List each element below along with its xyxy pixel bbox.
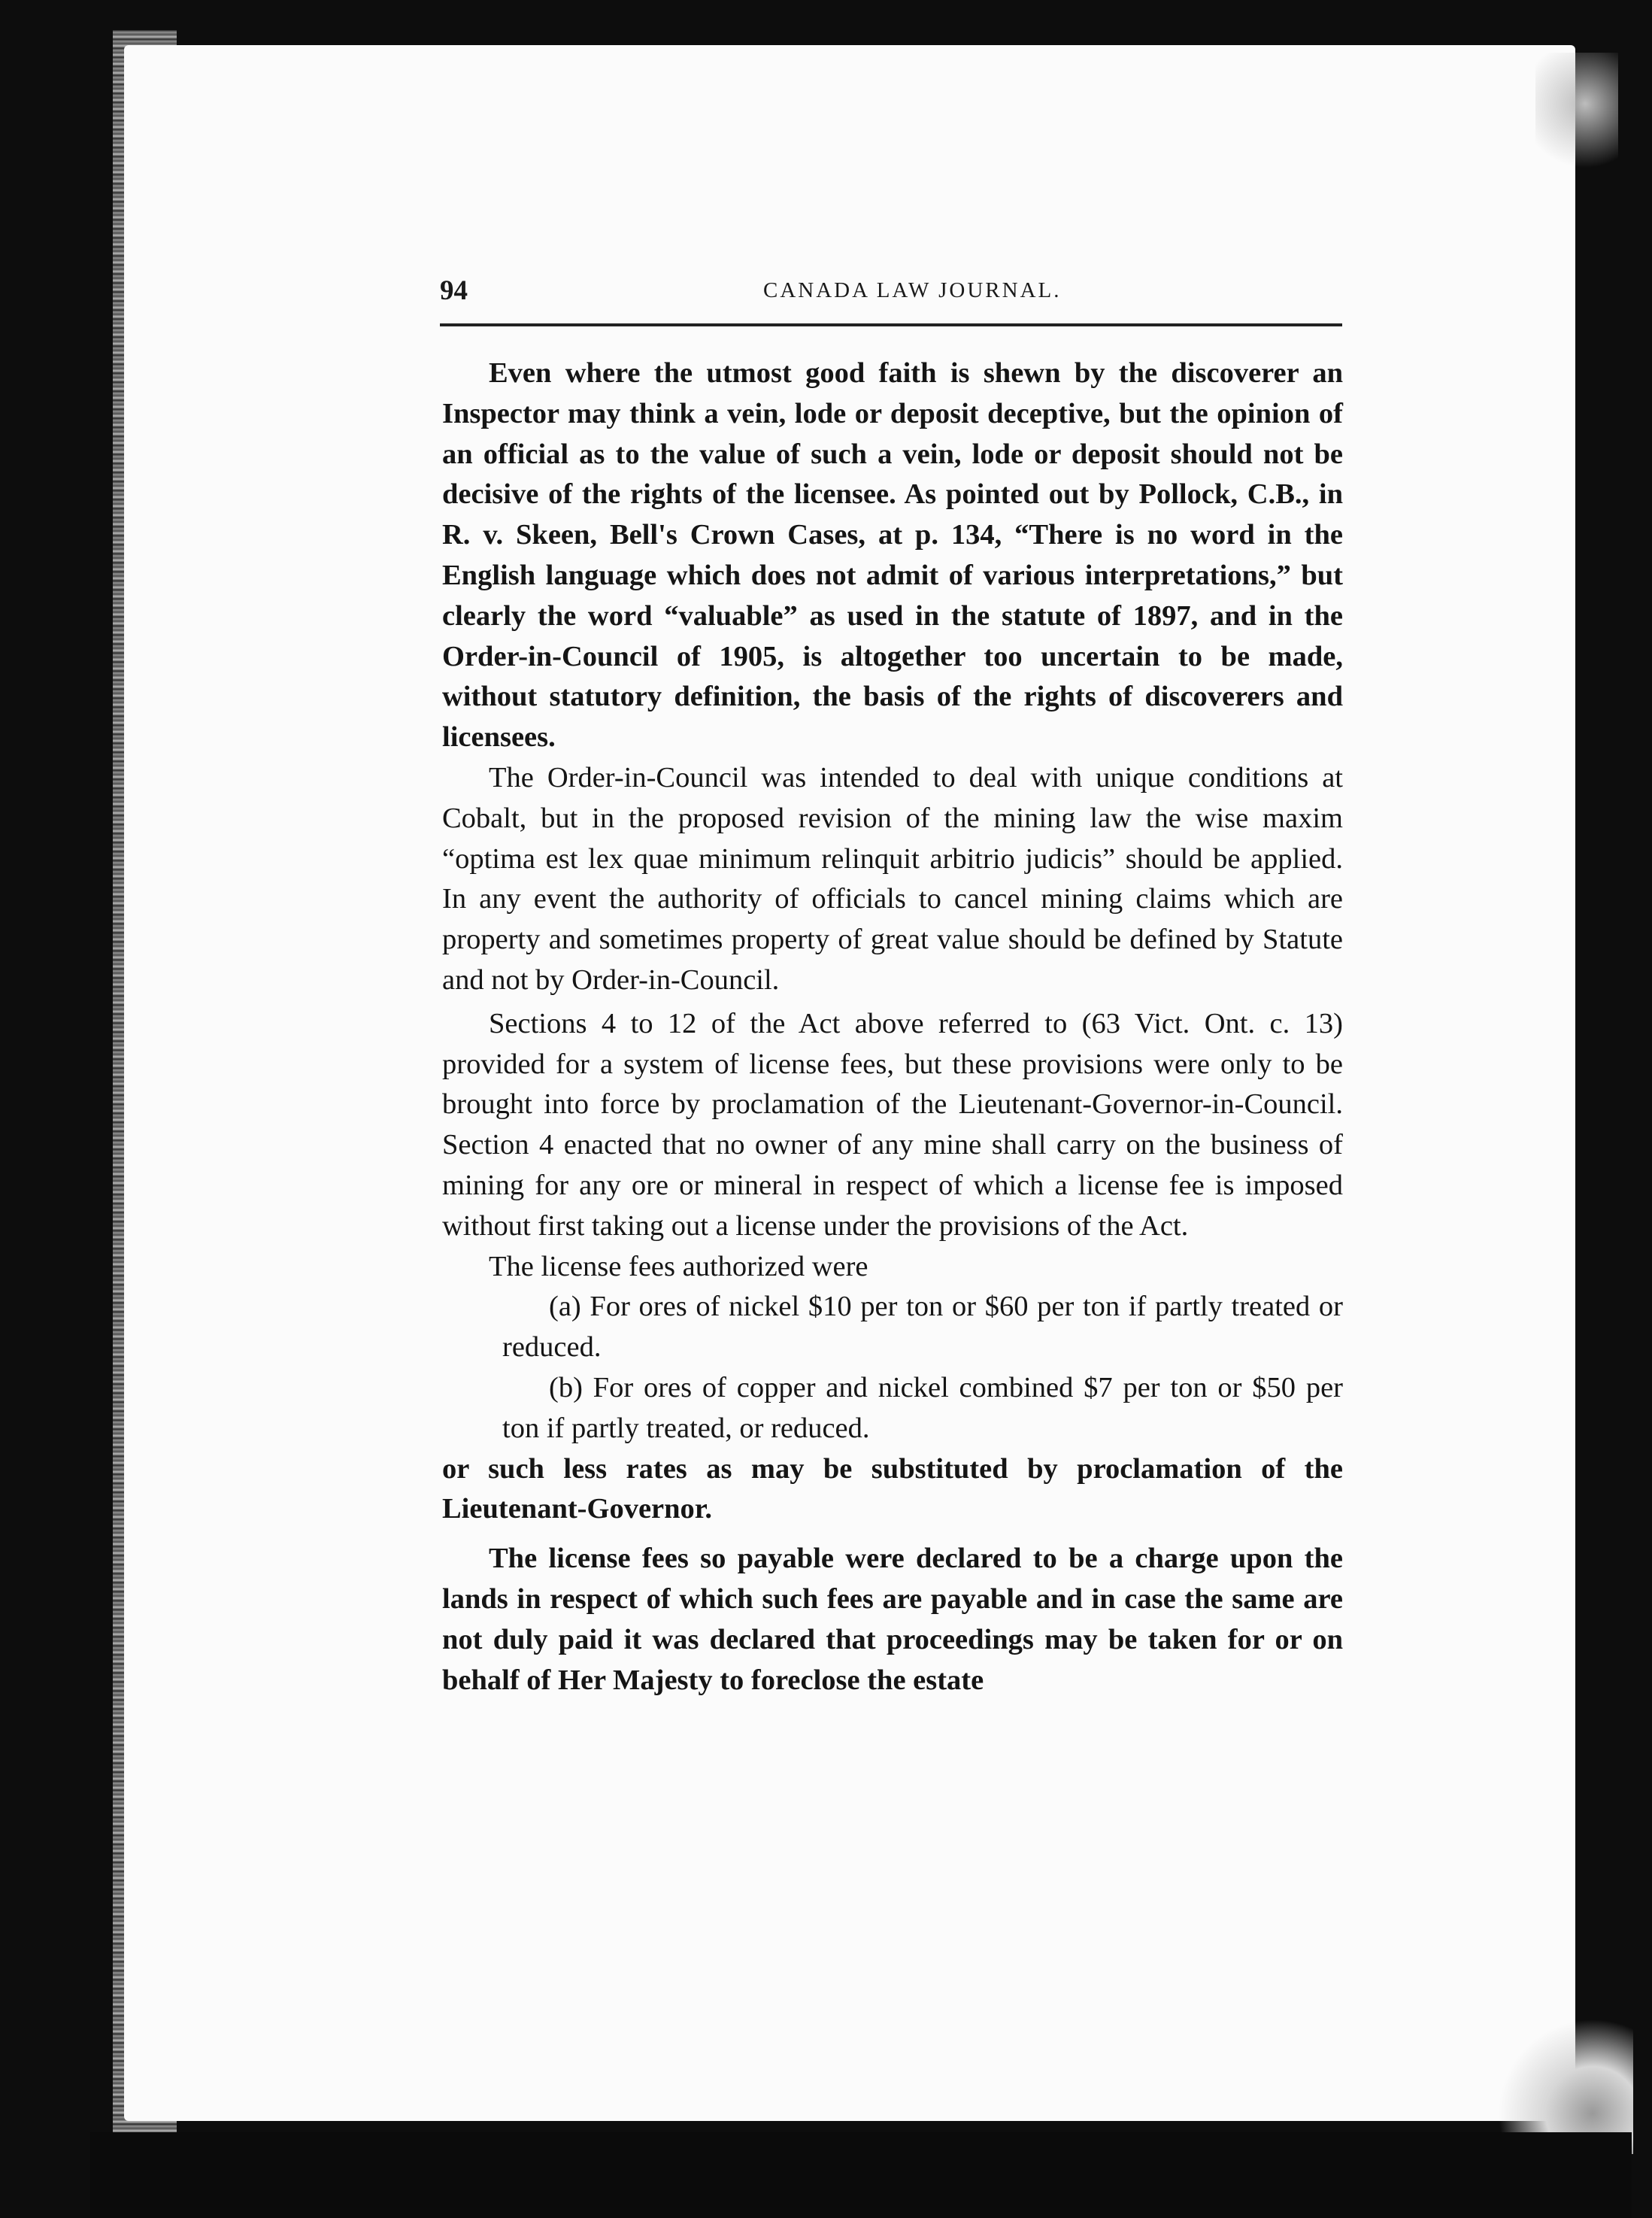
paragraph-less-rates: or such less rates as may be substituted by proclamation of the Lieutenant-Governor. [442, 1452, 1343, 1525]
list-item-a: (a) For ores of nickel $10 per ton or $60 per ton if partly treated or reduced. [502, 1291, 1343, 1364]
paragraph-fees-authorized: The license fees authorized were [489, 1250, 868, 1282]
scan-smudge-top-right [1535, 53, 1618, 181]
journal-title: CANADA LAW JOURNAL. [763, 278, 1062, 302]
paragraph-license-fees: Sections 4 to 12 of the Act above referred to (63 Vict. Ont. c. 13) provided for a system of license fees, but these provisions were only to be brought into force by proclamation of the Lieutenant-Governor-in-Council. Section 4 enacted that no owner of any mine shall carry on the business of mining for any ore or mineral in respect of which a license fee is imposed without first taking out a license under the provisions of the Act. [442, 1007, 1343, 1242]
header-rule [440, 323, 1342, 326]
scan-bottom-shadow [90, 2132, 1632, 2218]
paragraph-order-in-council: The Order-in-Council was intended to deal with unique conditions at Cobalt, but in the proposed revision of the mining law the wise maxim “optima est lex quae minimum relinquit arbitrio judicis” should be applied. In any event the authority of officials to cancel mining claims which are property and sometimes property of great value should be defined by Statute and not by Order-in-Council. [442, 761, 1343, 996]
article-body [442, 353, 1343, 1701]
paragraph-good-faith: Even where the utmost good faith is shewn by the discoverer an Inspector may think a vein, lode or deposit deceptive, but the opinion of an official as to the value of such a vein, lode or deposit should not be decisive of the rights of the licensee. As pointed out by Pollock, C.B., in R. v. Skeen, Bell's Crown Cases, at p. 134, “There is no word in the English language which does not admit of various interpretations,” but clearly the word “valuable” as used in the statute of 1897, and in the Order-in-Council of 1905, is altogether too uncertain to be made, without statutory definition, the basis of the rights of discoverers and licensees. [442, 357, 1343, 754]
running-head [440, 275, 1342, 312]
page-number: 94 [440, 275, 468, 306]
list-item-b: (b) For ores of copper and nickel combined $7 per ton or $50 per ton if partly treated, or reduced. [502, 1371, 1343, 1444]
paragraph-charge-upon-lands: The license fees so payable were declared to be a charge upon the lands in respect of which such fees are payable and in case the same are not duly paid it was declared that proceedings may be taken for or on behalf of Her Majesty to foreclose the estate [442, 1543, 1343, 1696]
